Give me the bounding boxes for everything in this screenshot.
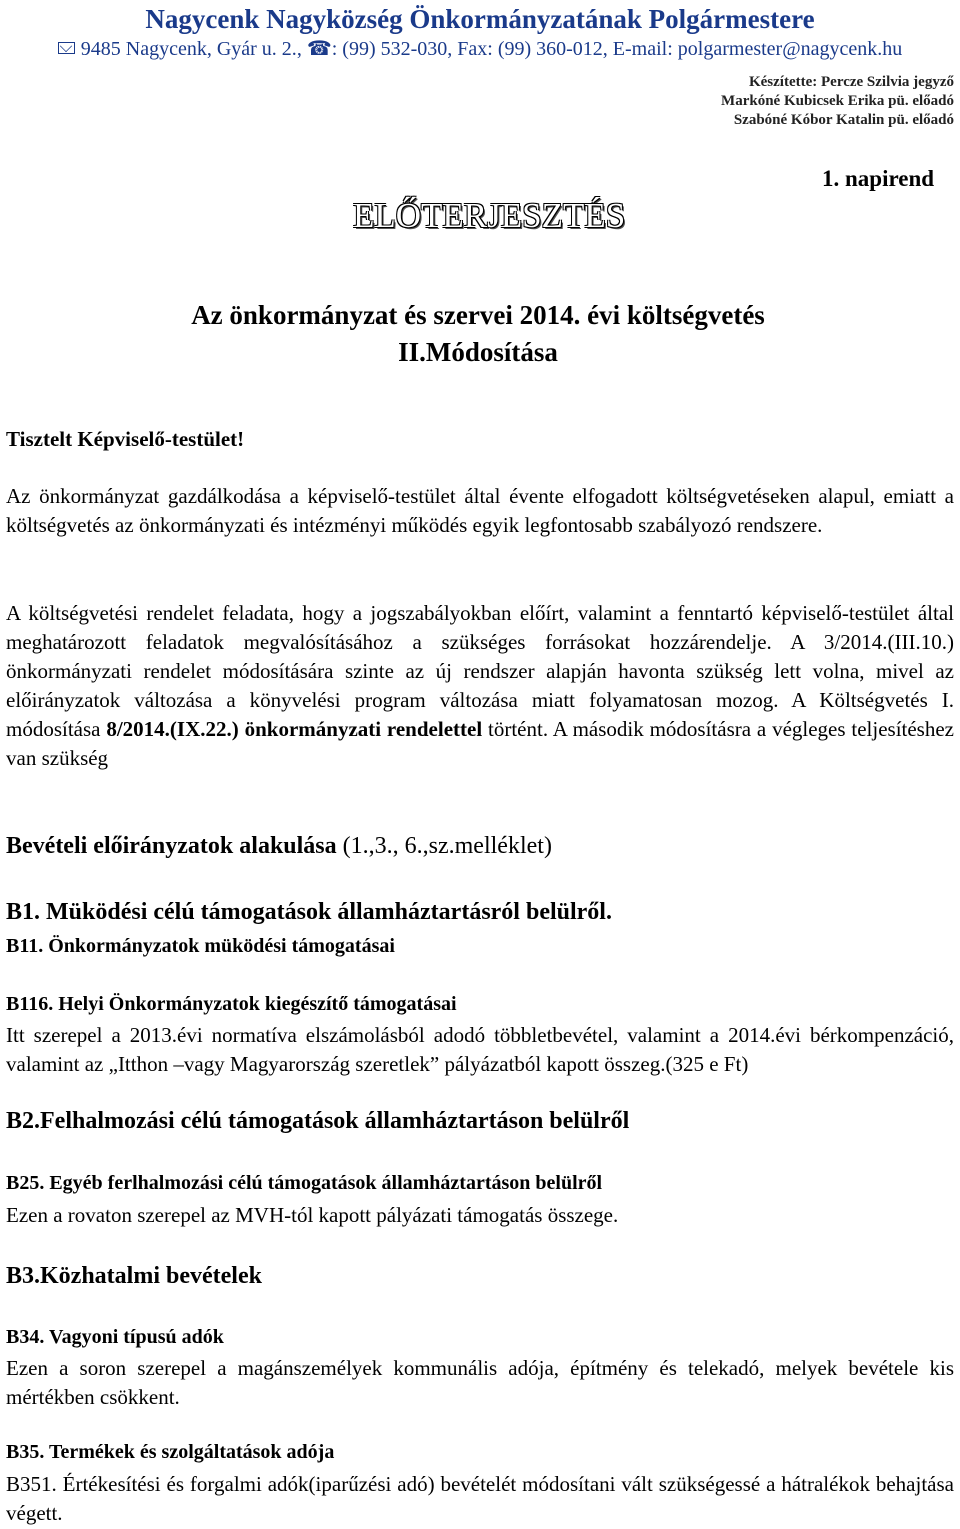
heading-b25: B25. Egyéb ferlhalmozási célú támogatások államháztartáson belülről <box>6 1172 603 1194</box>
text-b116: Itt szerepel a 2013.évi normatíva elszámolásból adodó többletbevétel, valamint a 2014.évi bérkompenzáció, valamint az „Itthon –vagy Magyarország szeretlek” pályázatból kapott összeg.(325 e Ft) <box>6 1023 954 1076</box>
agenda-number: 1. napirend <box>822 166 935 191</box>
letterhead-address: 9485 Nagycenk, Gyár u. 2. <box>80 38 297 60</box>
decree-reference: 8/2014.(IX.22.) önkormányzati rendelettel <box>106 717 483 741</box>
text-b25: Ezen a rovaton szerepel az MVH-tól kapott pályázati támogatás összege. <box>6 1203 619 1227</box>
document-title-line-1: Az önkormányzat és szervei 2014. évi költségvetés <box>191 300 765 330</box>
document-title-line-2: II.Módosítása <box>398 337 558 367</box>
section-heading-revenue <box>6 833 552 860</box>
paragraph-intro: Az önkormányzat gazdálkodása a képviselő-testület által évente elfogadott költségvetéseken alapul, emiatt a költségvetés az önkormányzati és intézményi működés egyik legfontosabb szabályozó rendszere. <box>6 484 954 537</box>
letterhead-title: Nagycenk Nagyközség Önkormányzatának Polgármestere <box>145 4 815 34</box>
envelope-icon <box>58 42 75 54</box>
document-type-heading: ELŐTERJESZTÉS <box>353 196 626 235</box>
heading-b35: B35. Termékek és szolgáltatások adója <box>6 1441 335 1463</box>
author-line-2: Markóné Kubicsek Erika pü. előadó <box>721 93 954 109</box>
heading-b3: B3.Közhatalmi bevételek <box>6 1263 262 1289</box>
section-heading-revenue-bold: Bevételi előirányzatok alakulása <box>6 833 337 859</box>
letterhead-contact: 9485 Nagycenk, Gyár u. 2., ☎: (99) 532-030, Fax: (99) 360-012, E-mail: polgarmester@nagycenk.hu <box>0 36 960 61</box>
author-line-1: Készítette: Percze Szilvia jegyző <box>748 74 954 90</box>
text-b34: Ezen a soron szerepel a magánszemélyek kommunális adója, építmény és telekadó, melyek bevétele kis mértékben csökkent. <box>6 1356 954 1409</box>
letterhead-phone-fax-email: : (99) 532-030, Fax: (99) 360-012, E-mail: polgarmester@nagycenk.hu <box>331 38 903 60</box>
heading-b116: B116. Helyi Önkormányzatok kiegészítő támogatásai <box>6 993 457 1015</box>
paragraph-budget-decree <box>6 599 954 773</box>
paragraph-budget-decree-part-2: történt. A második módosításra a végleges teljesítéshez van szükség <box>6 717 954 770</box>
heading-b1: B1. Müködési célú támogatások államháztartásról belülről. <box>6 899 612 925</box>
author-line-3: Szabóné Kóbor Katalin pü. előadó <box>733 112 954 128</box>
text-b35: B351. Értékesítési és forgalmi adók(iparűzési adó) bevételét módosítani vált szükségessé a hátralékok behajtása végett. <box>6 1472 954 1525</box>
heading-b11: B11. Önkormányzatok müködési támogatásai <box>6 935 395 957</box>
paragraph-budget-decree-part-1: A költségvetési rendelet feladata, hogy a jogszabályokban előírt, valamint a fenntartó képviselő-testület által meghatározott feladatok megvalósításához a szükséges forrásokat hozzárendelje. A 3/2014.(III.10.) önkormányzati rendelet módosítására szinte az új rendszer alapján havonta szükség lett volna, mivel az előirányzatok változása a könyvelési program változása miatt folyamatosan mozog. A Költségvetés I. módosítása <box>6 601 954 741</box>
heading-b34: B34. Vagyoni típusú adók <box>6 1326 224 1348</box>
heading-b2: B2.Felhalmozási célú támogatások államháztartáson belülről <box>6 1108 630 1134</box>
phone-icon: ☎ <box>306 38 332 60</box>
section-heading-revenue-annex: (1.,3., 6.,sz.melléklet) <box>336 833 552 859</box>
salutation: Tisztelt Képviselő-testület! <box>6 427 245 451</box>
